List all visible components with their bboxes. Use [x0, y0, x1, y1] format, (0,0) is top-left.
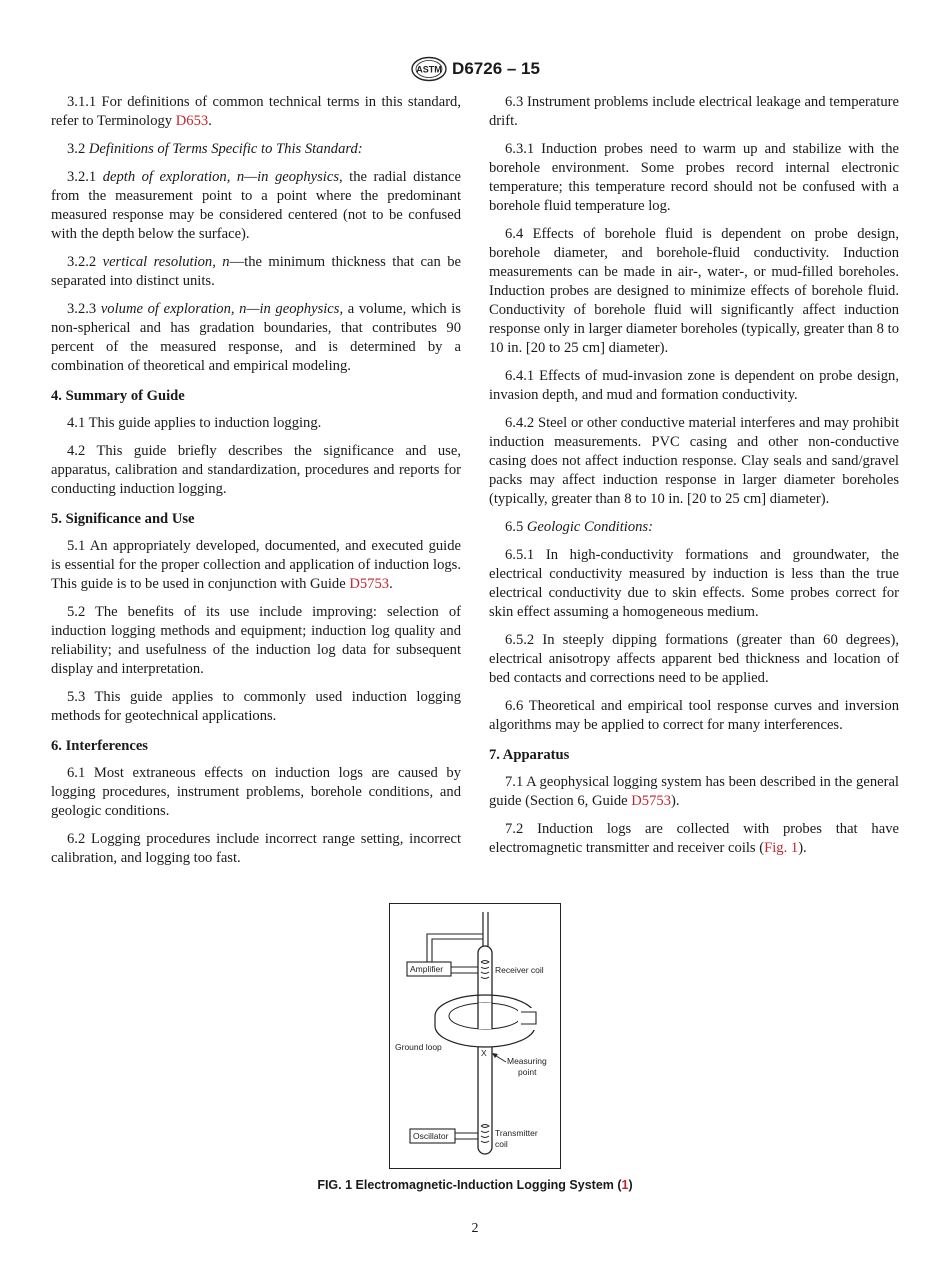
heading-section-7: 7. Apparatus	[489, 747, 570, 763]
para-6-3-1: 6.3.1 Induction probes need to warm up and stabilize with the borehole environment. Some probes record internal electronic temperature; this temperature record should not be confused with a borehole fluid temperature log.	[489, 141, 899, 214]
para-6-5-2: 6.5.2 In steeply dipping formations (greater than 60 degrees), electrical anisotropy affects apparent bed thickness and location of bed contacts and corrections need to be applied.	[489, 632, 899, 686]
point-label: point	[518, 1067, 537, 1077]
ground-loop-label: Ground loop	[395, 1042, 442, 1052]
figure-1-diagram	[389, 903, 561, 1169]
svg-text:ASTM: ASTM	[416, 64, 442, 75]
document-id: D6726 – 15	[452, 59, 540, 78]
page-number: 2	[471, 1221, 479, 1236]
measuring-point-mark: X	[481, 1048, 487, 1058]
heading-section-6: 6. Interferences	[51, 738, 148, 754]
para-7-1: 7.1 A geophysical logging system has been described in the general guide (Section 6, Guide D5753).	[489, 774, 899, 809]
transmitter-label: Transmitter	[495, 1128, 538, 1138]
heading-section-5: 5. Significance and Use	[51, 511, 195, 527]
para-3-2-3: 3.2.3 volume of exploration, n—in geophysics, a volume, which is non-spherical and has gradation boundaries, that contributes 90 percent of the measured response, and is determined by a combination of theoretical and empirical modeling.	[51, 301, 461, 374]
link-d5753[interactable]: D5753	[349, 576, 390, 592]
para-3-1-1: 3.1.1 For definitions of common technical terms in this standard, refer to Terminology D653.	[51, 94, 461, 129]
para-5-3: 5.3 This guide applies to commonly used induction logging methods for geotechnical applications.	[51, 689, 461, 724]
para-3-2: 3.2 Definitions of Terms Specific to This Standard:	[67, 141, 363, 157]
link-reference-1[interactable]: 1	[621, 1178, 629, 1192]
para-6-3: 6.3 Instrument problems include electrical leakage and temperature drift.	[489, 94, 899, 129]
para-4-2: 4.2 This guide briefly describes the significance and use, apparatus, calibration and standardization, procedures and reports for conducting induction logging.	[51, 443, 461, 497]
para-5-2: 5.2 The benefits of its use include improving: selection of induction logging methods and equipment; induction log quality and reliability; and usefulness of the induction log data for subsequent display and interpretation.	[51, 604, 461, 677]
induction-logging-diagram	[390, 904, 559, 1167]
para-7-2: 7.2 Induction logs are collected with probes that have electromagnetic transmitter and receiver coils (Fig. 1).	[489, 821, 899, 856]
link-d653[interactable]: D653	[175, 113, 209, 129]
amplifier-label: Amplifier	[410, 964, 444, 974]
para-6-4: 6.4 Effects of borehole fluid is dependent on probe design, borehole diameter, and borehole-fluid conductivity. Induction measurements can be made in air-, water-, or mud-filled boreholes. Induction probes are designed to minimize effects of borehole fluid. Conductivity of borehole fluid will significantly affect induction response only in larger diameter boreholes (typically, greater than 8 to 10 in. [20 to 25 cm] diameter).	[489, 226, 899, 356]
para-6-4-2: 6.4.2 Steel or other conductive material interferes and may prohibit induction measurements. PVC casing and other non-conductive casing does not affect induction response. Clay seals and sand/gravel packs may affect induction response in larger diameter boreholes (typically, greater than 8 to 10 in. [20 to 25 cm] diameter).	[489, 415, 899, 507]
para-6-5: 6.5 Geologic Conditions:	[505, 519, 653, 535]
para-6-6: 6.6 Theoretical and empirical tool response curves and inversion algorithms may be applied to correct for many interferences.	[489, 698, 899, 733]
left-column	[51, 93, 461, 877]
para-6-5-1: 6.5.1 In high-conductivity formations and groundwater, the electrical conductivity measured by induction is less than the true electrical conductivity due to skin effects. Some probes correct for skin effect assuming a homogeneous medium.	[489, 547, 899, 620]
figure-caption: FIG. 1 Electromagnetic-Induction Logging System (1)	[317, 1178, 633, 1192]
right-column	[489, 93, 899, 867]
link-fig-1[interactable]: Fig. 1	[764, 840, 799, 856]
para-3-2-1: 3.2.1 depth of exploration, n—in geophysics, the radial distance from the measurement point to a point where the predominant measured response may be considered centered (not to be confused with the depth below the surface).	[51, 169, 461, 242]
para-4-1: 4.1 This guide applies to induction logging.	[67, 415, 322, 431]
heading-section-4: 4. Summary of Guide	[51, 388, 185, 404]
para-6-1: 6.1 Most extraneous effects on induction logs are caused by logging procedures, instrument problems, borehole conditions, and geologic conditions.	[51, 765, 461, 819]
para-5-1: 5.1 An appropriately developed, documented, and executed guide is essential for the proper collection and application of induction logs. This guide is to be used in conjunction with Guide D5753.	[51, 538, 461, 592]
para-6-2: 6.2 Logging procedures include incorrect range setting, incorrect calibration, and logging too fast.	[51, 831, 461, 866]
receiver-coil-label: Receiver coil	[495, 965, 544, 975]
para-3-2-2: 3.2.2 vertical resolution, n—the minimum thickness that can be separated into distinct units.	[51, 254, 461, 289]
measuring-label: Measuring	[507, 1056, 547, 1066]
page-header	[0, 56, 950, 82]
coil-label: coil	[495, 1139, 508, 1149]
amplifier-wire	[432, 939, 483, 962]
amplifier-wire	[427, 934, 483, 962]
para-6-4-1: 6.4.1 Effects of mud-invasion zone is dependent on probe design, invasion depth, and mud and formation conductivity.	[489, 368, 899, 403]
oscillator-label: Oscillator	[413, 1131, 449, 1141]
link-d5753[interactable]: D5753	[631, 793, 671, 809]
astm-logo-icon	[410, 56, 448, 82]
